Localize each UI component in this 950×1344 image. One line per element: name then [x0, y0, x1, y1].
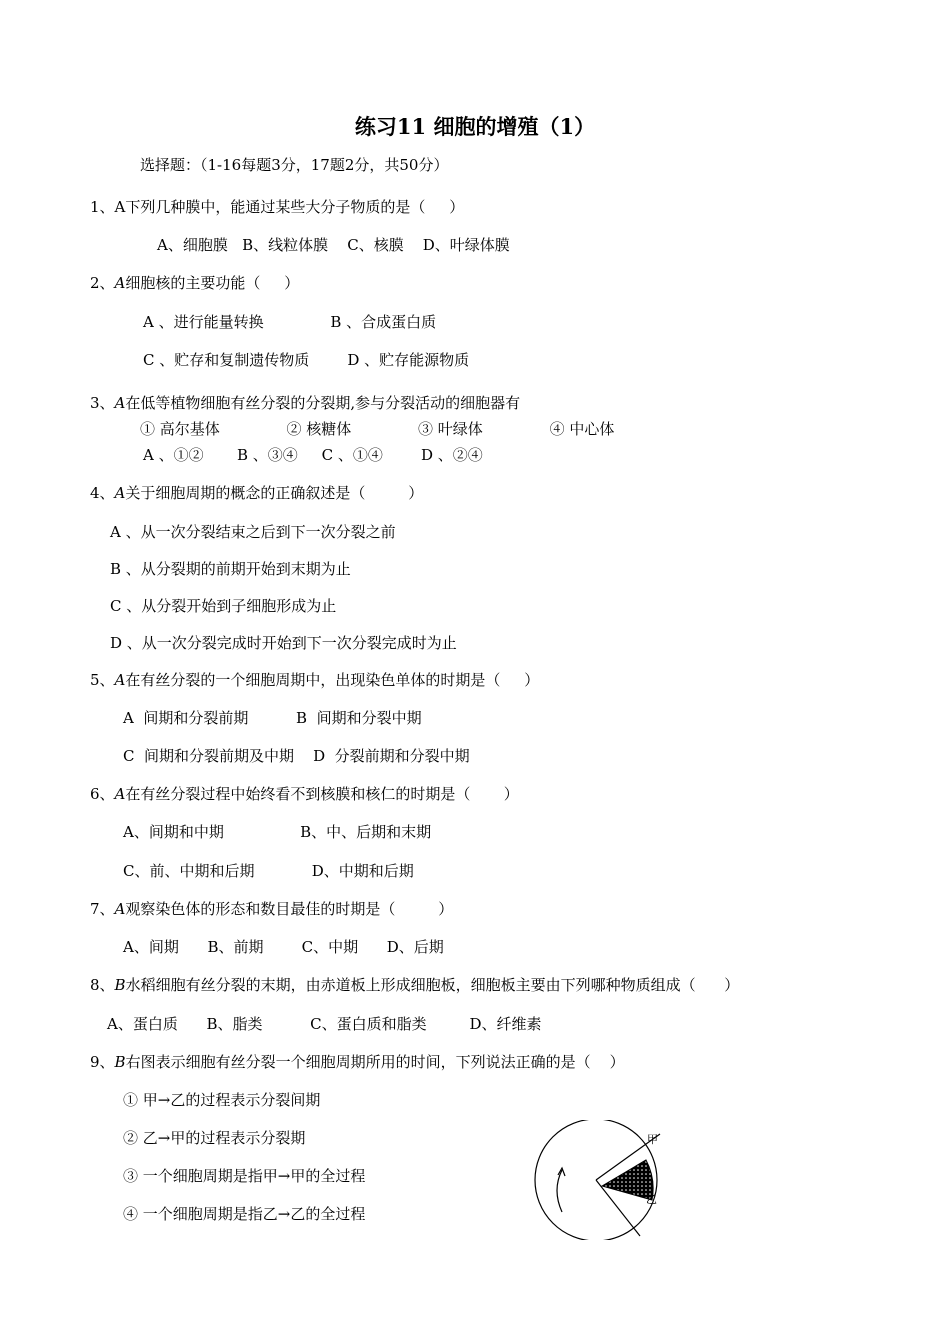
q4-option-a: A 、从一次分裂结束之后到下一次分裂之前 [110, 523, 396, 541]
q9-statement-2: ② 乙→甲的过程表示分裂期 [123, 1129, 306, 1147]
q8-options: A、蛋白质 B、脂类 C、蛋白质和脂类 D、纤维素 [107, 1015, 542, 1033]
label-yi: 乙 [646, 1193, 657, 1206]
q3-stem: 3、A在低等植物细胞有丝分裂的分裂期,参与分裂活动的细胞器有 [90, 394, 521, 412]
q2-stem: 2、A细胞核的主要功能（ ） [90, 274, 300, 292]
q4-option-b: B 、从分裂期的前期开始到末期为止 [110, 560, 351, 578]
q6-stem: 6、A在有丝分裂过程中始终看不到核膜和核仁的时期是（ ） [90, 785, 519, 803]
q4-stem: 4、A关于细胞周期的概念的正确叙述是（ ） [90, 484, 424, 502]
q1-options: A、细胞膜 B、线粒体膜 C、核膜 D、叶绿体膜 [157, 236, 510, 254]
q9-stem: 9、B右图表示细胞有丝分裂一个细胞周期所用的时间，下列说法正确的是（ ） [90, 1053, 625, 1071]
q7-stem: 7、A观察染色体的形态和数目最佳的时期是（ ） [90, 900, 454, 918]
q4-option-d: D 、从一次分裂完成时开始到下一次分裂完成时为止 [110, 634, 457, 652]
direction-arrow [557, 1170, 562, 1212]
label-jia: 甲 [647, 1133, 658, 1146]
q4-option-c: C 、从分裂开始到子细胞形成为止 [110, 597, 337, 615]
page-title: 练习11 细胞的增殖（1） [354, 114, 596, 139]
q3-options: A 、①② B 、③④ C 、①④ D 、②④ [143, 446, 483, 464]
q2-options-row2: C 、贮存和复制遗传物质 D 、贮存能源物质 [143, 351, 470, 369]
q5-stem: 5、A在有丝分裂的一个细胞周期中，出现染色单体的时期是（ ） [90, 671, 540, 689]
q6-options-row1: A、间期和中期 B、中、后期和末期 [123, 823, 432, 841]
q9-statement-4: ④ 一个细胞周期是指乙→乙的全过程 [123, 1205, 366, 1223]
q5-options-row1: A 间期和分裂前期 B 间期和分裂中期 [123, 709, 422, 727]
instructions: 选择题：（1-16每题3分，17题2分，共50分） [140, 156, 449, 174]
q5-options-row2: C 间期和分裂前期及中期 D 分裂前期和分裂中期 [123, 747, 470, 765]
q2-options-row1: A 、进行能量转换 B 、合成蛋白质 [143, 313, 437, 331]
q9-statement-3: ③ 一个细胞周期是指甲→甲的全过程 [123, 1167, 366, 1185]
q6-options-row2: C、前、中期和后期 D、中期和后期 [123, 862, 414, 880]
q7-options: A、间期 B、前期 C、中期 D、后期 [123, 938, 444, 956]
q3-items: ① 高尔基体 ② 核糖体 ③ 叶绿体 ④ 中心体 [140, 420, 615, 438]
q8-stem: 8、B水稻细胞有丝分裂的末期，由赤道板上形成细胞板，细胞板主要由下列哪种物质组成（ ） [90, 976, 740, 994]
cell-cycle-diagram [528, 1120, 668, 1240]
q9-statement-1: ① 甲→乙的过程表示分裂间期 [123, 1091, 321, 1109]
q1-stem: 1、A下列几种膜中，能通过某些大分子物质的是（ ） [90, 198, 465, 216]
